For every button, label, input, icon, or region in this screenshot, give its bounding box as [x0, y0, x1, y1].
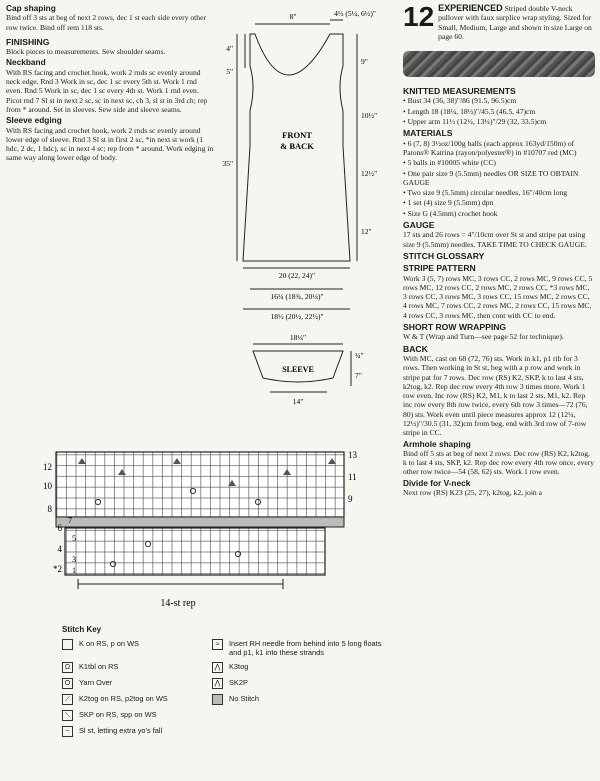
pattern-number: 12	[403, 1, 435, 32]
finishing-text: Block pieces to measurements. Sew shoulder seams.	[6, 47, 166, 57]
dim-10: 10½"	[361, 111, 378, 120]
key-item	[62, 694, 212, 705]
material-item: • 1 set (4) size 9 (5.5mm) dpn	[403, 198, 494, 208]
measurements-heading: KNITTED MEASUREMENTS	[403, 86, 516, 97]
stitch-key	[62, 625, 392, 737]
yarn-swatch-image	[403, 51, 595, 77]
sleeve-edging-heading: Sleeve edging	[6, 115, 62, 126]
chart-upper	[56, 452, 344, 517]
dim-sleeve-bottom: 14"	[292, 397, 304, 406]
neckband-text: With RS facing and crochet hook, work 2 rnds sc evenly around neck edge. Rnd 3 Work in sc, dec 1 sc every 5th st. Work 1 rnd even. Rnd 5 Work in sc, dec 1 sc every 4th st. Work 1 rnd even. Picot rnd 7 Sl st in next 2 sc, sc in next sc, ch 3, sl st in 3rd ch; rep from * around. Set in sleeves. Sew side and sleeve seams.	[6, 67, 208, 114]
short-row-text: W & T (Wrap and Turn—see page 52 for technique).	[403, 332, 564, 342]
dim-20: 20 (22, 24)"	[278, 271, 316, 280]
schematic-diagram	[215, 6, 400, 426]
k1tbl-symbol-icon: Ω	[62, 662, 73, 673]
short-row-heading: SHORT ROW WRAPPING	[403, 322, 507, 333]
left-instructions	[6, 4, 214, 165]
measurement-item: • Length 18 (18¼, 18½)"/45.5 (46.5, 47)cm	[403, 106, 536, 116]
material-item: • Size G (4.5mm) crochet hook	[403, 208, 498, 218]
dim-sleeve-side2: 7"	[355, 371, 362, 380]
front-back-label-2: & BACK	[280, 141, 314, 151]
material-item: • 6 (7, 8) 3½oz/100g balls (each approx 163yd/150m) of Patons® Katrina (rayon/polyester®) in #10707 red (MC)	[403, 138, 577, 157]
right-num-9: 9	[348, 494, 353, 504]
float-symbol-icon: ≈	[212, 639, 223, 650]
key-text: SK2P	[229, 678, 248, 687]
cap-shaping-heading: Cap shaping	[6, 3, 56, 13]
key-item	[62, 662, 212, 673]
neckband-heading: Neckband	[6, 57, 46, 68]
no-stitch-symbol-icon	[212, 694, 223, 705]
gauge-heading: GAUGE	[403, 220, 435, 231]
dim-12b: 12"	[361, 227, 372, 236]
dim-12a: 12½"	[361, 169, 378, 178]
dim-9: 9"	[361, 57, 368, 66]
stripe-heading: STRIPE PATTERN	[403, 263, 476, 274]
sk2p-symbol-icon: ⋀	[212, 678, 223, 689]
measurement-item: • Upper arm 11½ (12½, 13¼)"/29 (32, 33.5)cm	[403, 117, 547, 127]
key-item	[212, 694, 392, 705]
stripe-text: Work 3 (5, 7) rows MC, 3 rows CC, 2 rows MC, 9 rows CC, 5 rows MC, 12 rows CC, 2 rows MC, 2 rows CC, *3 rows MC, 3 rows CC, 3 rows MC, 3 rows CC, 15 rows MC, 2 rows CC, 4 rows MC, 7 rows CC, 2 rows MC, 2 rows CC, 15 rows MC, 4 rows CC, 3 rows MC, then cont with CC to end.	[403, 273, 593, 320]
material-item: • One pair size 9 (5.5mm) needles OR SIZE TO OBTAIN GAUGE	[403, 168, 579, 187]
key-text: K1tbl on RS	[79, 662, 119, 671]
material-item: • 5 balls in #10005 white (CC)	[403, 158, 496, 168]
dim-35: 35"	[222, 159, 233, 168]
inner-num-1: 1	[72, 566, 76, 575]
dim-shoulder: 4½ (5¼, 6½)"	[334, 9, 376, 18]
key-item	[212, 662, 392, 673]
sleeve-edging-text: With RS facing and crochet hook, work 2 rnds sc evenly around lower edge of sleeve. Rnd 3 Sl st in first 2 sc, *in next st work (1 hdc, 2 dc, 1 hdc), sc in next 4 sc; rep from * around. Work edging in same way along lower edge of body.	[6, 125, 214, 163]
left-num-4: 4	[57, 544, 62, 554]
materials-heading: MATERIALS	[403, 128, 453, 139]
slip-stitch-symbol-icon: ~	[62, 726, 73, 737]
key-text: K3tog	[229, 662, 249, 671]
left-num-6: 6	[57, 523, 62, 533]
left-num-10: 10	[43, 481, 52, 491]
back-text: With MC, cast on 68 (72, 76) sts. Work in k1, p1 rib for 3 rows. Then working in St st, beg with a p row and work in stripe pat for 7 rows. Dec row (RS) K2, SKP, k to last 4 sts, k2tog, k2. Rep dec row every 4th row 3 times more. Work 1 row even. Inc row (RS) K2, M1, k to last 2 sts, M1, k2. Rep inc row every 8th row twice, every 6th row 3 times—72 (76, 80) sts. Work even until piece measures approx 12 (12¼, 12½)"/30.5 (31, 32)cm from beg, end with 3rd row of 7-row stripe in CC.	[403, 353, 588, 438]
rep-label: 14-st rep	[160, 598, 196, 609]
key-text: SKP on RS, spp on WS	[79, 710, 157, 719]
left-num-2: *2	[53, 564, 62, 574]
key-item	[62, 639, 212, 657]
pattern-intro: Striped double V-neck pullover with faux surplice wrap styling. Sized for Small, Medium, Large and shown in size Large on page 60.	[438, 4, 592, 41]
key-text: K2tog on RS, p2tog on WS	[79, 694, 168, 703]
cap-shaping-text: Bind off 3 sts at beg of next 2 rows, dec 1 st each side every other row twice. Bind off rem 118 sts.	[6, 13, 206, 32]
k2tog-symbol-icon: ⟋	[62, 694, 73, 705]
inner-num-5: 5	[72, 534, 76, 543]
divide-heading: Divide for V-neck	[403, 477, 471, 488]
skp-symbol-icon: ⟍	[62, 710, 73, 721]
key-text: K on RS, p on WS	[79, 639, 139, 648]
right-instructions	[403, 1, 595, 499]
key-item	[212, 678, 392, 689]
left-num-12: 12	[43, 462, 52, 472]
yarn-over-symbol-icon: O	[62, 678, 73, 689]
key-item	[62, 726, 212, 737]
finishing-heading: FINISHING	[6, 36, 50, 47]
front-back-label: FRONT	[282, 130, 312, 140]
material-item: • Two size 9 (5.5mm) circular needles, 16"/40cm long	[403, 188, 568, 198]
key-item	[62, 710, 212, 721]
dim-5: 5"	[226, 67, 233, 76]
pattern-header	[403, 1, 595, 41]
key-text: Yarn Over	[79, 678, 113, 687]
dim-sleeve-side1: ¾"	[355, 351, 364, 360]
stitch-chart	[28, 444, 368, 616]
right-num-11: 11	[348, 472, 357, 482]
gauge-text: 17 sts and 26 rows = 4"/10cm over St st and stripe pat using size 9 (5.5mm) needles. TAKE TIME TO CHECK GAUGE.	[403, 230, 587, 249]
divide-text: Next row (RS) K23 (25, 27), k2tog, k2, join a	[403, 488, 542, 498]
dim-16: 16¼ (18¾, 20¼)"	[270, 292, 324, 301]
armhole-heading: Armhole shaping	[403, 438, 471, 449]
k3tog-symbol-icon: ⋀	[212, 662, 223, 673]
key-item	[62, 678, 212, 689]
key-text: Sl st, letting extra yo's fall	[79, 726, 163, 735]
dim-top: 8"	[289, 12, 297, 21]
glossary-heading: STITCH GLOSSARY	[403, 250, 485, 261]
left-num-8: 8	[47, 504, 52, 514]
chart-lower	[65, 528, 325, 575]
back-heading: BACK	[403, 343, 428, 354]
measurement-item: • Bust 34 (36, 38)"/86 (91.5, 96.5)cm	[403, 96, 517, 106]
inner-num-3: 3	[72, 555, 76, 564]
sleeve-label: SLEEVE	[282, 365, 314, 374]
knit-symbol-icon	[62, 639, 73, 650]
key-text: No Stitch	[229, 694, 259, 703]
dim-4: 4"	[226, 44, 233, 53]
dim-18: 18½ (20½, 22½)"	[270, 312, 324, 321]
key-item	[212, 639, 392, 657]
armhole-text: Bind off 5 sts at beg of next 2 rows. Dec row (RS) K2, k2tog, k to last 4 sts, SKP, k2. Rep dec row every 4th row once, every other row twice—54 (58, 62) sts. Work 1 row even.	[403, 448, 595, 477]
chart-band	[56, 517, 344, 527]
stitch-key-title: Stitch Key	[62, 625, 102, 634]
skill-level: EXPERIENCED	[438, 3, 503, 13]
inner-num-7: 7	[68, 516, 72, 525]
key-text: Insert RH needle from behind into 5 long floats and p1, k1 into these strands	[229, 639, 382, 657]
right-num-13: 13	[348, 450, 357, 460]
dim-sleeve-top: 18¼"	[289, 333, 307, 342]
